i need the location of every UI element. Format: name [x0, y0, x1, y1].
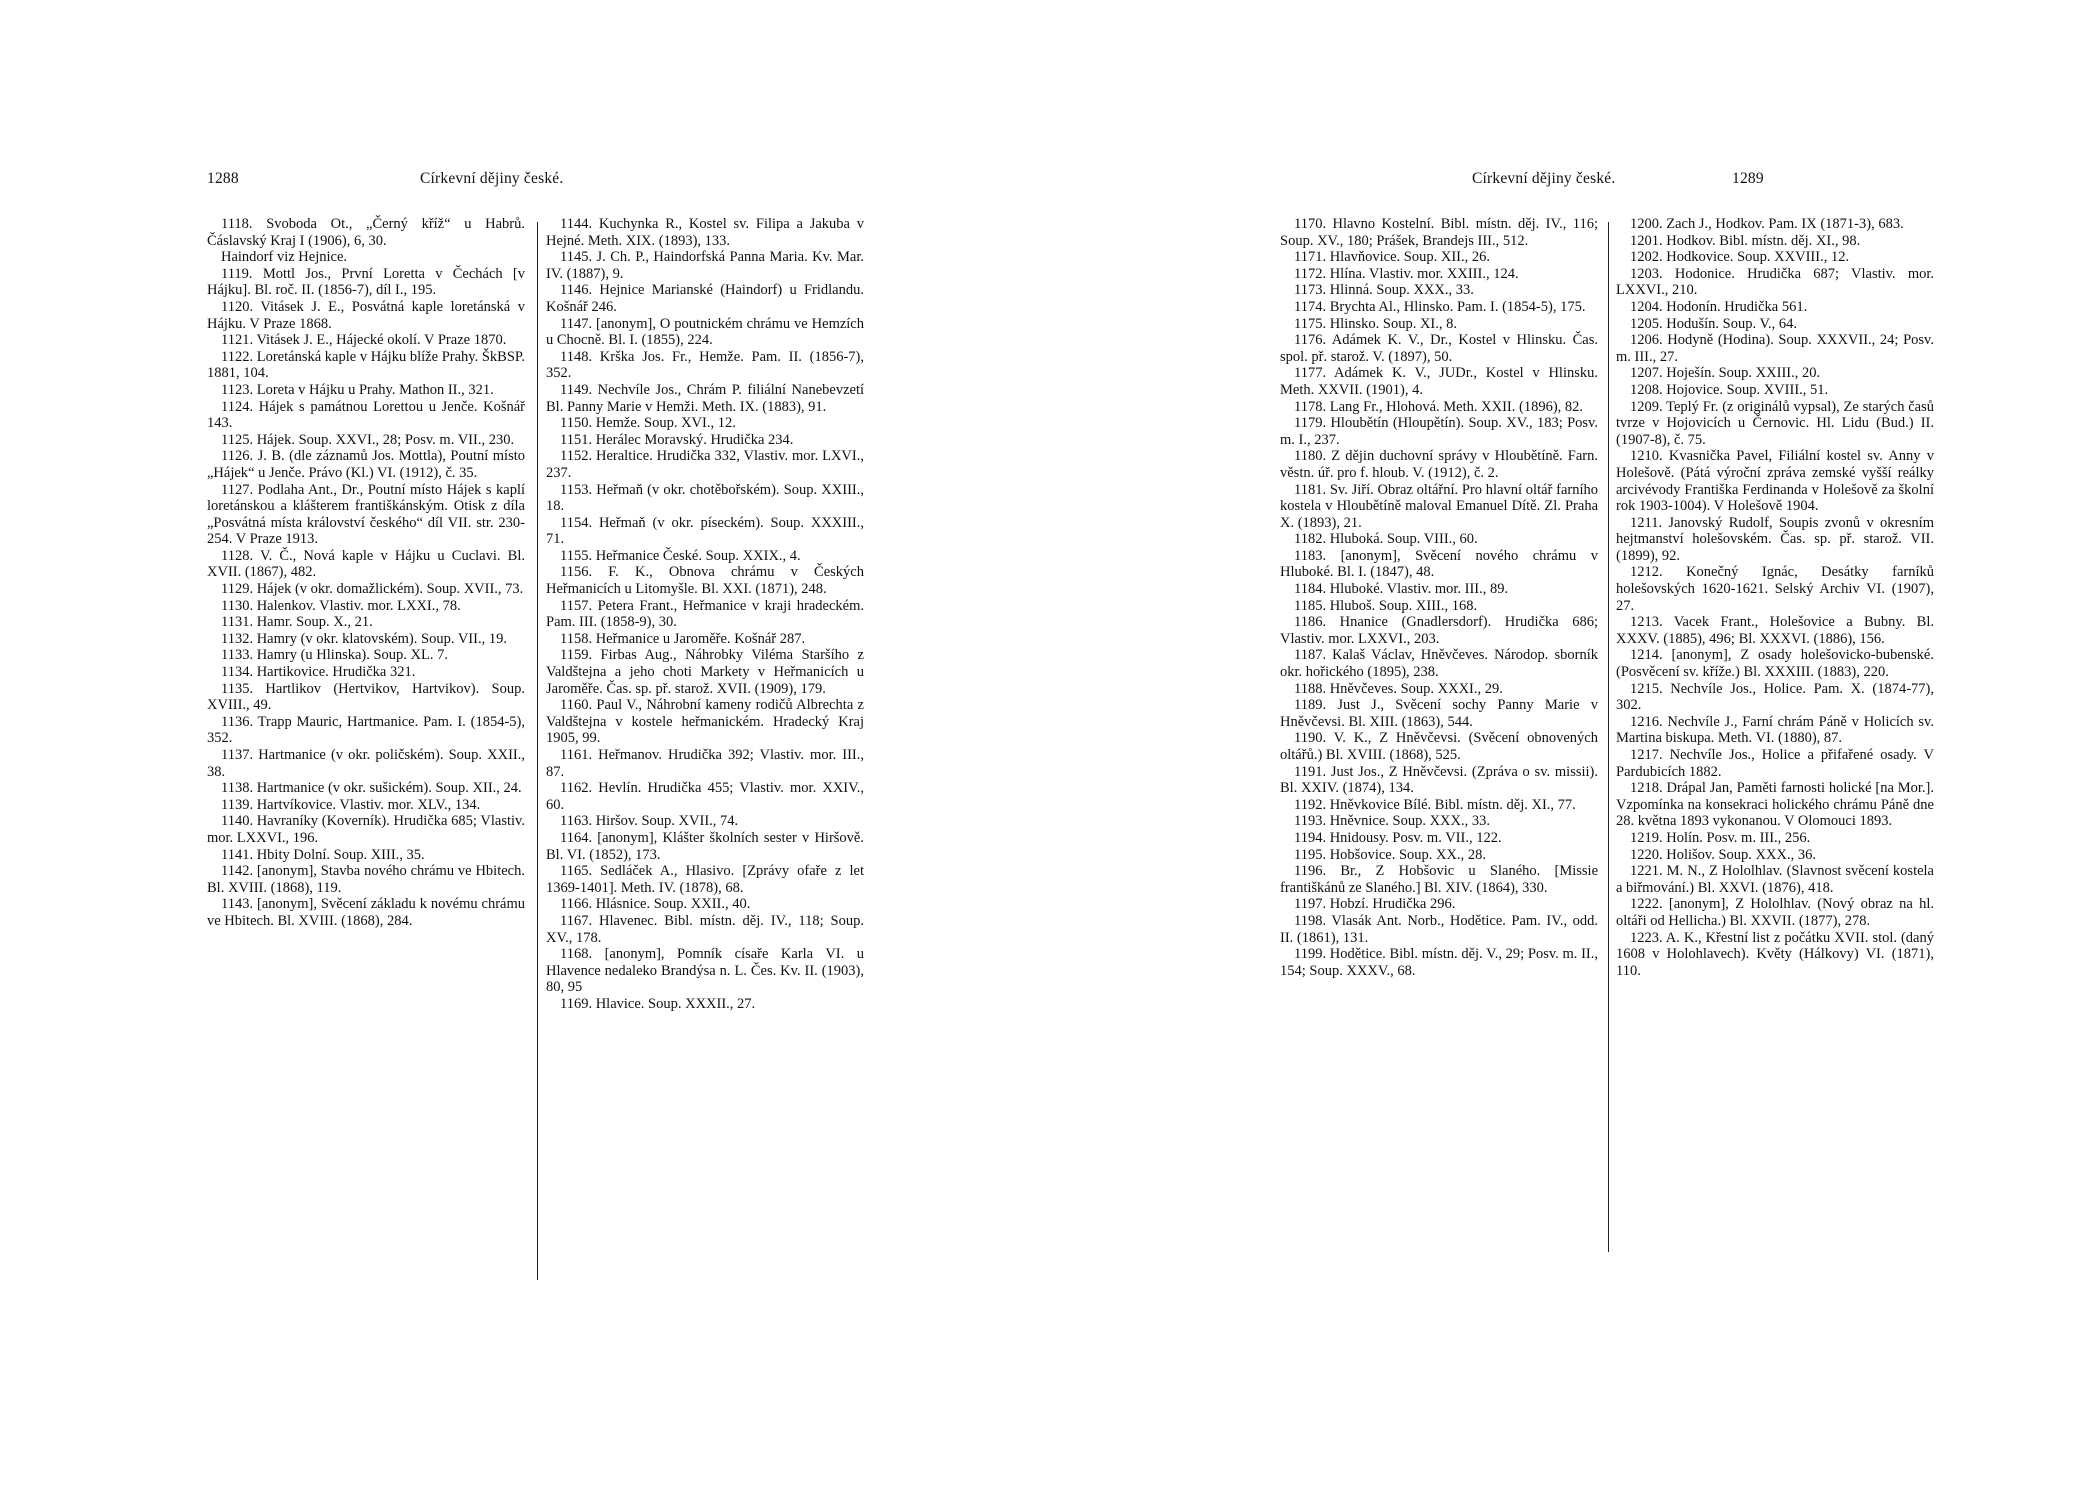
bibliography-entry: 1163. Hiršov. Soup. XVII., 74.	[560, 813, 739, 830]
bibliography-entry: 1196. Br., Z Hobšovic u Slaného. [Missie františkánů ze Slaného.] Bl. XIV. (1864), 330.	[1280, 863, 1598, 896]
bibliography-entry: 1185. Hluboš. Soup. XIII., 168.	[1294, 597, 1478, 614]
bibliography-entry: 1197. Hobzí. Hrudička 296.	[1294, 896, 1456, 913]
bibliography-entry: 1202. Hodkovice. Soup. XXVIII., 12.	[1630, 249, 1850, 266]
bibliography-entry: 1133. Hamry (u Hlinska). Soup. XL. 7.	[221, 647, 449, 664]
bibliography-entry: 1165. Sedláček A., Hlasivo. [Zprávy ofaře z let 1369-1401]. Meth. IV. (1878), 68.	[546, 863, 864, 896]
bibliography-entry: 1141. Hbity Dolní. Soup. XIII., 35.	[221, 846, 425, 863]
bibliography-entry: 1175. Hlinsko. Soup. XI., 8.	[1294, 315, 1457, 332]
bibliography-entry: 1189. Just J., Svěcení sochy Panny Marie v Hněvčevsi. Bl. XIII. (1863), 544.	[1280, 697, 1598, 730]
bibliography-entry: 1204. Hodonín. Hrudička 561.	[1630, 298, 1808, 315]
right-page	[1048, 0, 2096, 1500]
bibliography-entry: 1187. Kalaš Václav, Hněvčeves. Národop. sborník okr. hořického (1895), 238.	[1280, 647, 1598, 681]
bibliography-entry: 1179. Hloubětín (Hloupětín). Soup. XV., 183; Posv. m. I., 237.	[1280, 415, 1598, 448]
bibliography-entry: 1159. Firbas Aug., Náhrobky Viléma Staršího z Valdštejna a jeho choti Markety v Heřmanicích u Jaroměře. Čas. sp. př. starož. XVII. (1909), 179.	[546, 647, 864, 697]
bibliography-entry: 1158. Heřmanice u Jaroměře. Košnář 287.	[560, 630, 806, 647]
bibliography-entry: 1122. Loretánská kaple v Hájku blíže Prahy. ŠkBSP. 1881, 104.	[207, 348, 525, 382]
bibliography-entry: 1217. Nechvíle Jos., Holice a přifařené osady. V Pardubicích 1882.	[1616, 747, 1934, 780]
bibliography-entry: 1201. Hodkov. Bibl. místn. děj. XI., 98.	[1630, 232, 1861, 249]
bibliography-entry: 1194. Hnidousy. Posv. m. VII., 122.	[1294, 829, 1502, 846]
bibliography-entry: 1199. Hodětice. Bibl. místn. děj. V., 29; Posv. m. II., 154; Soup. XXXV., 68.	[1280, 946, 1598, 979]
bibliography-entry: 1127. Podlaha Ant., Dr., Poutní místo Hájek s kaplí loretánskou a klášterem františkánským. Otisk z díla „Posvátná místa království českého“ díl VII. str. 230-254. V Praze 1913.	[207, 481, 525, 548]
bibliography-entry: 1138. Hartmanice (v okr. sušickém). Soup. XII., 24.	[221, 780, 522, 797]
bibliography-entry: 1118. Svoboda Ot., „Černý kříž“ u Habrů. Čáslavský Kraj I (1906), 6, 30.	[207, 216, 525, 249]
bibliography-entry: 1145. J. Ch. P., Haindorfská Panna Maria. Kv. Mar. IV. (1887), 9.	[546, 249, 864, 282]
left-column-1	[207, 216, 525, 930]
bibliography-entry: 1188. Hněvčeves. Soup. XXXI., 29.	[1294, 680, 1503, 697]
bibliography-entry: 1136. Trapp Mauric, Hartmanice. Pam. I. (1854-5), 352.	[207, 713, 525, 747]
bibliography-entry: 1213. Vacek Frant., Holešovice a Bubny. Bl. XXXV. (1885), 496; Bl. XXXVI. (1886), 156.	[1616, 614, 1934, 647]
bibliography-entry: 1134. Hartikovice. Hrudička 321.	[221, 664, 416, 681]
column-rule	[1608, 222, 1609, 1252]
bibliography-entry: 1214. [anonym], Z osady holešovicko-bubenské. (Posvěcení sv. kříže.) Bl. XXXIII. (1883), 220.	[1616, 647, 1934, 681]
bibliography-entry: 1131. Hamr. Soup. X., 21.	[221, 614, 373, 631]
bibliography-entry: 1121. Vitásek J. E., Hájecké okolí. V Praze 1870.	[221, 332, 507, 349]
bibliography-entry: 1144. Kuchynka R., Kostel sv. Filipa a Jakuba v Hejné. Meth. XIX. (1893), 133.	[546, 216, 864, 249]
bibliography-entry: 1182. Hluboká. Soup. VIII., 60.	[1294, 531, 1478, 548]
bibliography-entry: 1167. Hlavenec. Bibl. místn. děj. IV., 118; Soup. XV., 178.	[546, 912, 864, 946]
bibliography-entry: 1178. Lang Fr., Hlohová. Meth. XXII. (1896), 82.	[1294, 398, 1584, 415]
bibliography-entry: 1139. Hartvíkovice. Vlastiv. mor. XLV., 134.	[221, 796, 481, 813]
bibliography-entry: 1120. Vitásek J. E., Posvátná kaple loretánská v Hájku. V Praze 1868.	[207, 298, 525, 332]
bibliography-entry: 1169. Hlavice. Soup. XXXII., 27.	[560, 995, 756, 1012]
bibliography-entry: 1184. Hluboké. Vlastiv. mor. III., 89.	[1294, 581, 1509, 598]
bibliography-entry: 1150. Hemže. Soup. XVI., 12.	[560, 415, 736, 432]
bibliography-entry: 1180. Z dějin duchovní správy v Hloubětíně. Farn. věstn. úř. pro f. hloub. V. (1912), č. 2.	[1280, 448, 1598, 481]
bibliography-entry: 1125. Hájek. Soup. XXVI., 28; Posv. m. VII., 230.	[221, 431, 515, 448]
bibliography-entry: 1176. Adámek K. V., Dr., Kostel v Hlinsku. Čas. spol. př. starož. V. (1897), 50.	[1280, 332, 1598, 365]
bibliography-entry: 1208. Hojovice. Soup. XVIII., 51.	[1630, 381, 1829, 398]
right-column-2	[1616, 216, 1934, 979]
bibliography-entry: 1146. Hejnice Marianské (Haindorf) u Fridlandu. Košnář 246.	[546, 282, 864, 315]
left-running-head: Církevní dějiny české.	[420, 170, 564, 187]
bibliography-entry: 1129. Hájek (v okr. domažlickém). Soup. XVII., 73.	[221, 581, 524, 598]
bibliography-entry: 1193. Hněvnice. Soup. XXX., 33.	[1294, 813, 1490, 830]
bibliography-entry: 1152. Heraltice. Hrudička 332, Vlastiv. mor. LXVI., 237.	[546, 448, 864, 481]
bibliography-entry: 1155. Heřmanice České. Soup. XXIX., 4.	[560, 547, 801, 564]
bibliography-entry: 1181. Sv. Jiří. Obraz oltářní. Pro hlavní oltář farního kostela v Hloubětíně maloval Emanuel Dítě. Zl. Praha X. (1893), 21.	[1280, 481, 1598, 531]
bibliography-entry: 1198. Vlasák Ant. Norb., Hodětice. Pam. IV., odd. II. (1861), 131.	[1280, 912, 1598, 946]
left-column-2	[546, 216, 864, 1013]
bibliography-entry: 1195. Hobšovice. Soup. XX., 28.	[1294, 846, 1486, 863]
bibliography-entry: 1170. Hlavno Kostelní. Bibl. místn. děj. IV., 116; Soup. XV., 180; Prášek, Brandejs III., 512.	[1280, 216, 1598, 249]
bibliography-entry: 1153. Heřmaň (v okr. chotěbořském). Soup. XXIII., 18.	[546, 481, 864, 515]
bibliography-entry: 1203. Hodonice. Hrudička 687; Vlastiv. mor. LXXVI., 210.	[1616, 265, 1934, 299]
bibliography-entry: 1210. Kvasnička Pavel, Filiální kostel sv. Anny v Holešově. (Pátá výroční zpráva zemské vyšší reálky arcivévody Františka Ferdinanda v Holešově za školní rok 1903-1004). V Holešově 1904.	[1616, 448, 1934, 515]
bibliography-entry: 1162. Hevlín. Hrudička 455; Vlastiv. mor. XXIV., 60.	[546, 780, 864, 813]
bibliography-entry: 1151. Herálec Moravský. Hrudička 234.	[560, 431, 794, 448]
bibliography-entry: 1207. Hoješín. Soup. XXIII., 20.	[1630, 365, 1821, 382]
bibliography-entry: 1123. Loreta v Hájku u Prahy. Mathon II., 321.	[221, 381, 494, 398]
bibliography-entry: 1119. Mottl Jos., První Loretta v Čechách [v Hájku]. Bl. roč. II. (1856-7), díl I., 195.	[207, 265, 525, 299]
bibliography-entry: 1156. F. K., Obnova chrámu v Českých Heřmanicích u Litomyšle. Bl. XXI. (1871), 248.	[546, 564, 864, 598]
bibliography-entry: 1160. Paul V., Náhrobní kameny rodičů Albrechta z Valdštejna v kostele heřmanickém. Hradecký Kraj 1905, 99.	[546, 697, 864, 747]
bibliography-entry: 1218. Drápal Jan, Paměti farnosti holické [na Mor.]. Vzpomínka na konsekraci holického chrámu Páně dne 28. května 1893 vykonanou. V Olomouci 1893.	[1616, 780, 1934, 830]
bibliography-entry: 1223. A. K., Křestní list z počátku XVII. stol. (daný 1608 v Holohlavech). Květy (Hálkovy) VI. (1871), 110.	[1616, 929, 1934, 979]
right-page-number: 1289	[1732, 170, 1764, 187]
bibliography-entry: 1206. Hodyně (Hodina). Soup. XXXVII., 24; Posv. m. III., 27.	[1616, 332, 1934, 365]
right-running-head: Církevní dějiny české.	[1472, 170, 1616, 187]
bibliography-entry: 1186. Hnanice (Gnadlersdorf). Hrudička 686; Vlastiv. mor. LXXVI., 203.	[1280, 614, 1598, 647]
bibliography-entry: 1191. Just Jos., Z Hněvčevsi. (Zpráva o sv. missii). Bl. XXIV. (1874), 134.	[1280, 763, 1598, 797]
bibliography-entry: 1190. V. K., Z Hněvčevsi. (Svěcení obnovených oltářů.) Bl. XVIII. (1868), 525.	[1280, 730, 1598, 763]
bibliography-entry: 1205. Hodušín. Soup. V., 64.	[1630, 315, 1798, 332]
bibliography-entry: 1147. [anonym], O poutnickém chrámu ve Hemzích u Chocně. Bl. I. (1855), 224.	[546, 315, 864, 349]
bibliography-entry: Haindorf viz Hejnice.	[221, 249, 348, 266]
bibliography-entry: 1177. Adámek K. V., JUDr., Kostel v Hlinsku. Meth. XXVII. (1901), 4.	[1280, 365, 1598, 398]
bibliography-entry: 1148. Krška Jos. Fr., Hemže. Pam. II. (1856-7), 352.	[546, 348, 864, 382]
bibliography-entry: 1219. Holín. Posv. m. III., 256.	[1630, 829, 1811, 846]
bibliography-entry: 1166. Hlásnice. Soup. XXII., 40.	[560, 896, 751, 913]
bibliography-entry: 1157. Petera Frant., Heřmanice v kraji hradeckém. Pam. III. (1858-9), 30.	[546, 597, 864, 631]
bibliography-entry: 1143. [anonym], Svěcení základu k novému chrámu ve Hbitech. Bl. XVIII. (1868), 284.	[207, 896, 525, 929]
bibliography-entry: 1174. Brychta Al., Hlinsko. Pam. I. (1854-5), 175.	[1294, 298, 1586, 315]
bibliography-entry: 1149. Nechvíle Jos., Chrám P. filiální Nanebevzetí Bl. Panny Marie v Hemži. Meth. IX. (1883), 91.	[546, 381, 864, 415]
bibliography-entry: 1137. Hartmanice (v okr. poličském). Soup. XXII., 38.	[207, 747, 525, 780]
bibliography-entry: 1215. Nechvíle Jos., Holice. Pam. X. (1874-77), 302.	[1616, 680, 1934, 714]
column-rule	[537, 222, 538, 1280]
bibliography-entry: 1200. Zach J., Hodkov. Pam. IX (1871-3), 683.	[1630, 216, 1904, 232]
bibliography-entry: 1142. [anonym], Stavba nového chrámu ve Hbitech. Bl. XVIII. (1868), 119.	[207, 863, 525, 896]
bibliography-entry: 1130. Halenkov. Vlastiv. mor. LXXI., 78.	[221, 597, 461, 614]
bibliography-entry: 1164. [anonym], Klášter školních sester v Hiršově. Bl. VI. (1852), 173.	[546, 829, 864, 863]
bibliography-entry: 1161. Heřmanov. Hrudička 392; Vlastiv. mor. III., 87.	[546, 747, 864, 780]
bibliography-entry: 1135. Hartlikov (Hertvikov, Hartvikov). Soup. XVIII., 49.	[207, 680, 525, 714]
bibliography-entry: 1128. V. Č., Nová kaple v Hájku u Cuclavi. Bl. XVII. (1867), 482.	[207, 547, 525, 581]
bibliography-entry: 1172. Hlína. Vlastiv. mor. XXIII., 124.	[1294, 265, 1519, 282]
bibliography-entry: 1183. [anonym], Svěcení nového chrámu v Hluboké. Bl. I. (1847), 48.	[1280, 547, 1598, 581]
bibliography-entry: 1211. Janovský Rudolf, Soupis zvonů v okresním hejtmanství holešovském. Čas. sp. př. starož. VII. (1899), 92.	[1616, 514, 1934, 564]
bibliography-entry: 1168. [anonym], Pomník císaře Karla VI. u Hlavence nedaleko Brandýsa n. L. Čes. Kv. II. (1903), 80, 95	[546, 946, 864, 996]
bibliography-entry: 1140. Havraníky (Koverník). Hrudička 685; Vlastiv. mor. LXXVI., 196.	[207, 813, 525, 846]
bibliography-entry: 1222. [anonym], Z Hololhlav. (Nový obraz na hl. oltáři od Hellicha.) Bl. XXVII. (1877), 278.	[1616, 896, 1934, 929]
bibliography-entry: 1173. Hlinná. Soup. XXX., 33.	[1294, 282, 1474, 299]
bibliography-entry: 1192. Hněvkovice Bílé. Bibl. místn. děj. XI., 77.	[1294, 796, 1576, 813]
bibliography-entry: 1171. Hlavňovice. Soup. XII., 26.	[1294, 249, 1490, 266]
right-column-1	[1280, 216, 1598, 979]
bibliography-entry: 1216. Nechvíle J., Farní chrám Páně v Holicích sv. Martina biskupa. Meth. VI. (1880), 87.	[1616, 713, 1934, 747]
bibliography-entry: 1220. Holišov. Soup. XXX., 36.	[1630, 846, 1816, 863]
bibliography-entry: 1154. Heřmaň (v okr. píseckém). Soup. XXXIII., 71.	[546, 514, 864, 548]
bibliography-entry: 1221. M. N., Z Hololhlav. (Slavnost svěcení kostela a biřmování.) Bl. XXVI. (1876), 418.	[1616, 863, 1934, 896]
bibliography-entry: 1126. J. B. (dle záznamů Jos. Mottla), Poutní místo „Hájek“ u Jenče. Právo (Kl.) VI. (1912), č. 35.	[207, 448, 525, 481]
bibliography-entry: 1124. Hájek s památnou Lorettou u Jenče. Košnář 143.	[207, 398, 525, 432]
bibliography-entry: 1209. Teplý Fr. (z originálů vypsal), Ze starých časů tvrze v Hojovicích u Černovic. Hl. Lidu (Bud.) II. (1907-8), č. 75.	[1616, 398, 1934, 448]
bibliography-entry: 1212. Konečný Ignác, Desátky farníků holešovských 1620-1621. Selský Archiv VI. (1907), 27.	[1616, 564, 1934, 614]
bibliography-entry: 1132. Hamry (v okr. klatovském). Soup. VII., 19.	[221, 630, 507, 647]
left-page-number: 1288	[207, 170, 239, 187]
